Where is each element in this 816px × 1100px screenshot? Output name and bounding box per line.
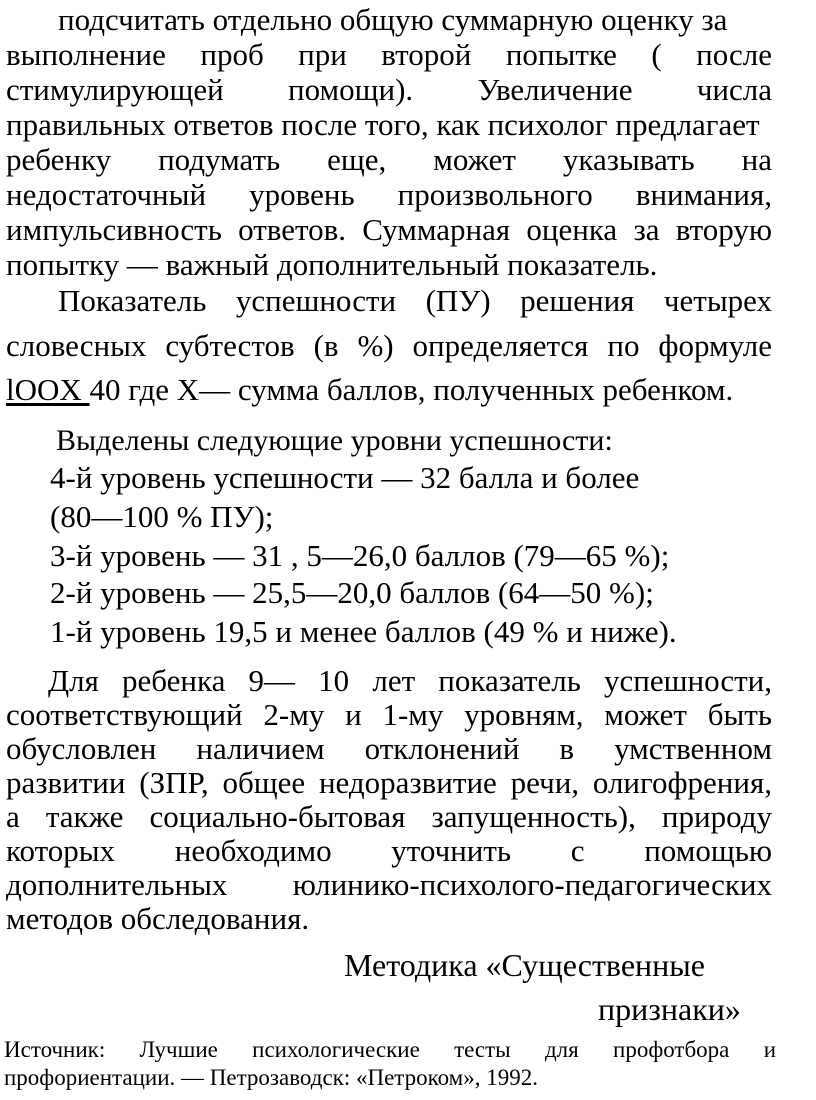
paragraph-1-line: ребенку подумать еще, может указывать на [6, 142, 772, 177]
paragraph-3-line: обусловлен наличием отклонений в умственном [6, 731, 772, 766]
paragraph-3-line: дополнительных юлинико-психолого-педагогических [6, 867, 772, 902]
paragraph-1-line: импульсивность ответов. Суммарная оценка за вторую [6, 212, 772, 247]
paragraph-3-line: методов обследования. [6, 901, 310, 936]
formula-rest: 40 где X— сумма баллов, полученных ребенком. [89, 372, 734, 407]
paragraph-3-line: соответствующий 2-му и 1-му уровням, может быть [6, 697, 772, 732]
paragraph-1-line: подсчитать отдельно общую суммарную оценку за [58, 2, 728, 37]
level-item: 2-й уровень — 25,5—20,0 баллов (64—50 %); [50, 575, 654, 610]
paragraph-1-line: стимулирующей помощи). Увеличение числа [6, 72, 772, 107]
paragraph-2-line: Показатель успешности (ПУ) решения четырех [58, 283, 772, 318]
paragraph-1-line: правильных ответов после того, как психолог предлагает [6, 107, 760, 142]
source-citation-line-2: профориентации. — Петрозаводск: «Петроком», 1992. [4, 1065, 538, 1090]
paragraph-3-line: Для ребенка 9— 10 лет показатель успешности, [48, 663, 772, 698]
section-heading-line-2: признаки» [598, 991, 741, 1027]
level-item: (80—100 % ПУ); [50, 499, 274, 534]
levels-intro: Выделены следующие уровни успешности: [56, 424, 613, 457]
paragraph-1-line: недостаточный уровень произвольного внимания, [6, 177, 772, 212]
paragraph-2-line: словесных субтестов (в %) определяется по формуле [6, 328, 772, 363]
paragraph-3-line: а также социально-бытовая запущенность), природу [6, 799, 772, 834]
section-heading-line-1: Методика «Существенные [344, 947, 705, 983]
source-citation-line-1: Источник: Лучшие психологические тесты для профотбора и [4, 1037, 776, 1062]
level-item: 4-й уровень успешности — 32 балла и более [50, 460, 640, 495]
formula-underlined: lOOX [6, 372, 90, 407]
paragraph-1-line: выполнение проб при второй попытке ( после [6, 37, 772, 72]
paragraph-3-line: развитии (ЗПР, общее недоразвитие речи, олигофрения, [6, 765, 772, 800]
paragraph-3-line: которых необходимо уточнить с помощью [6, 833, 772, 868]
formula-line [6, 372, 733, 408]
paragraph-1-line: попытку — важный дополнительный показатель. [6, 247, 658, 282]
level-item: 1-й уровень 19,5 и менее баллов (49 % и ниже). [50, 614, 677, 649]
level-item: 3-й уровень — 31 , 5—26,0 баллов (79—65 %); [50, 538, 670, 573]
